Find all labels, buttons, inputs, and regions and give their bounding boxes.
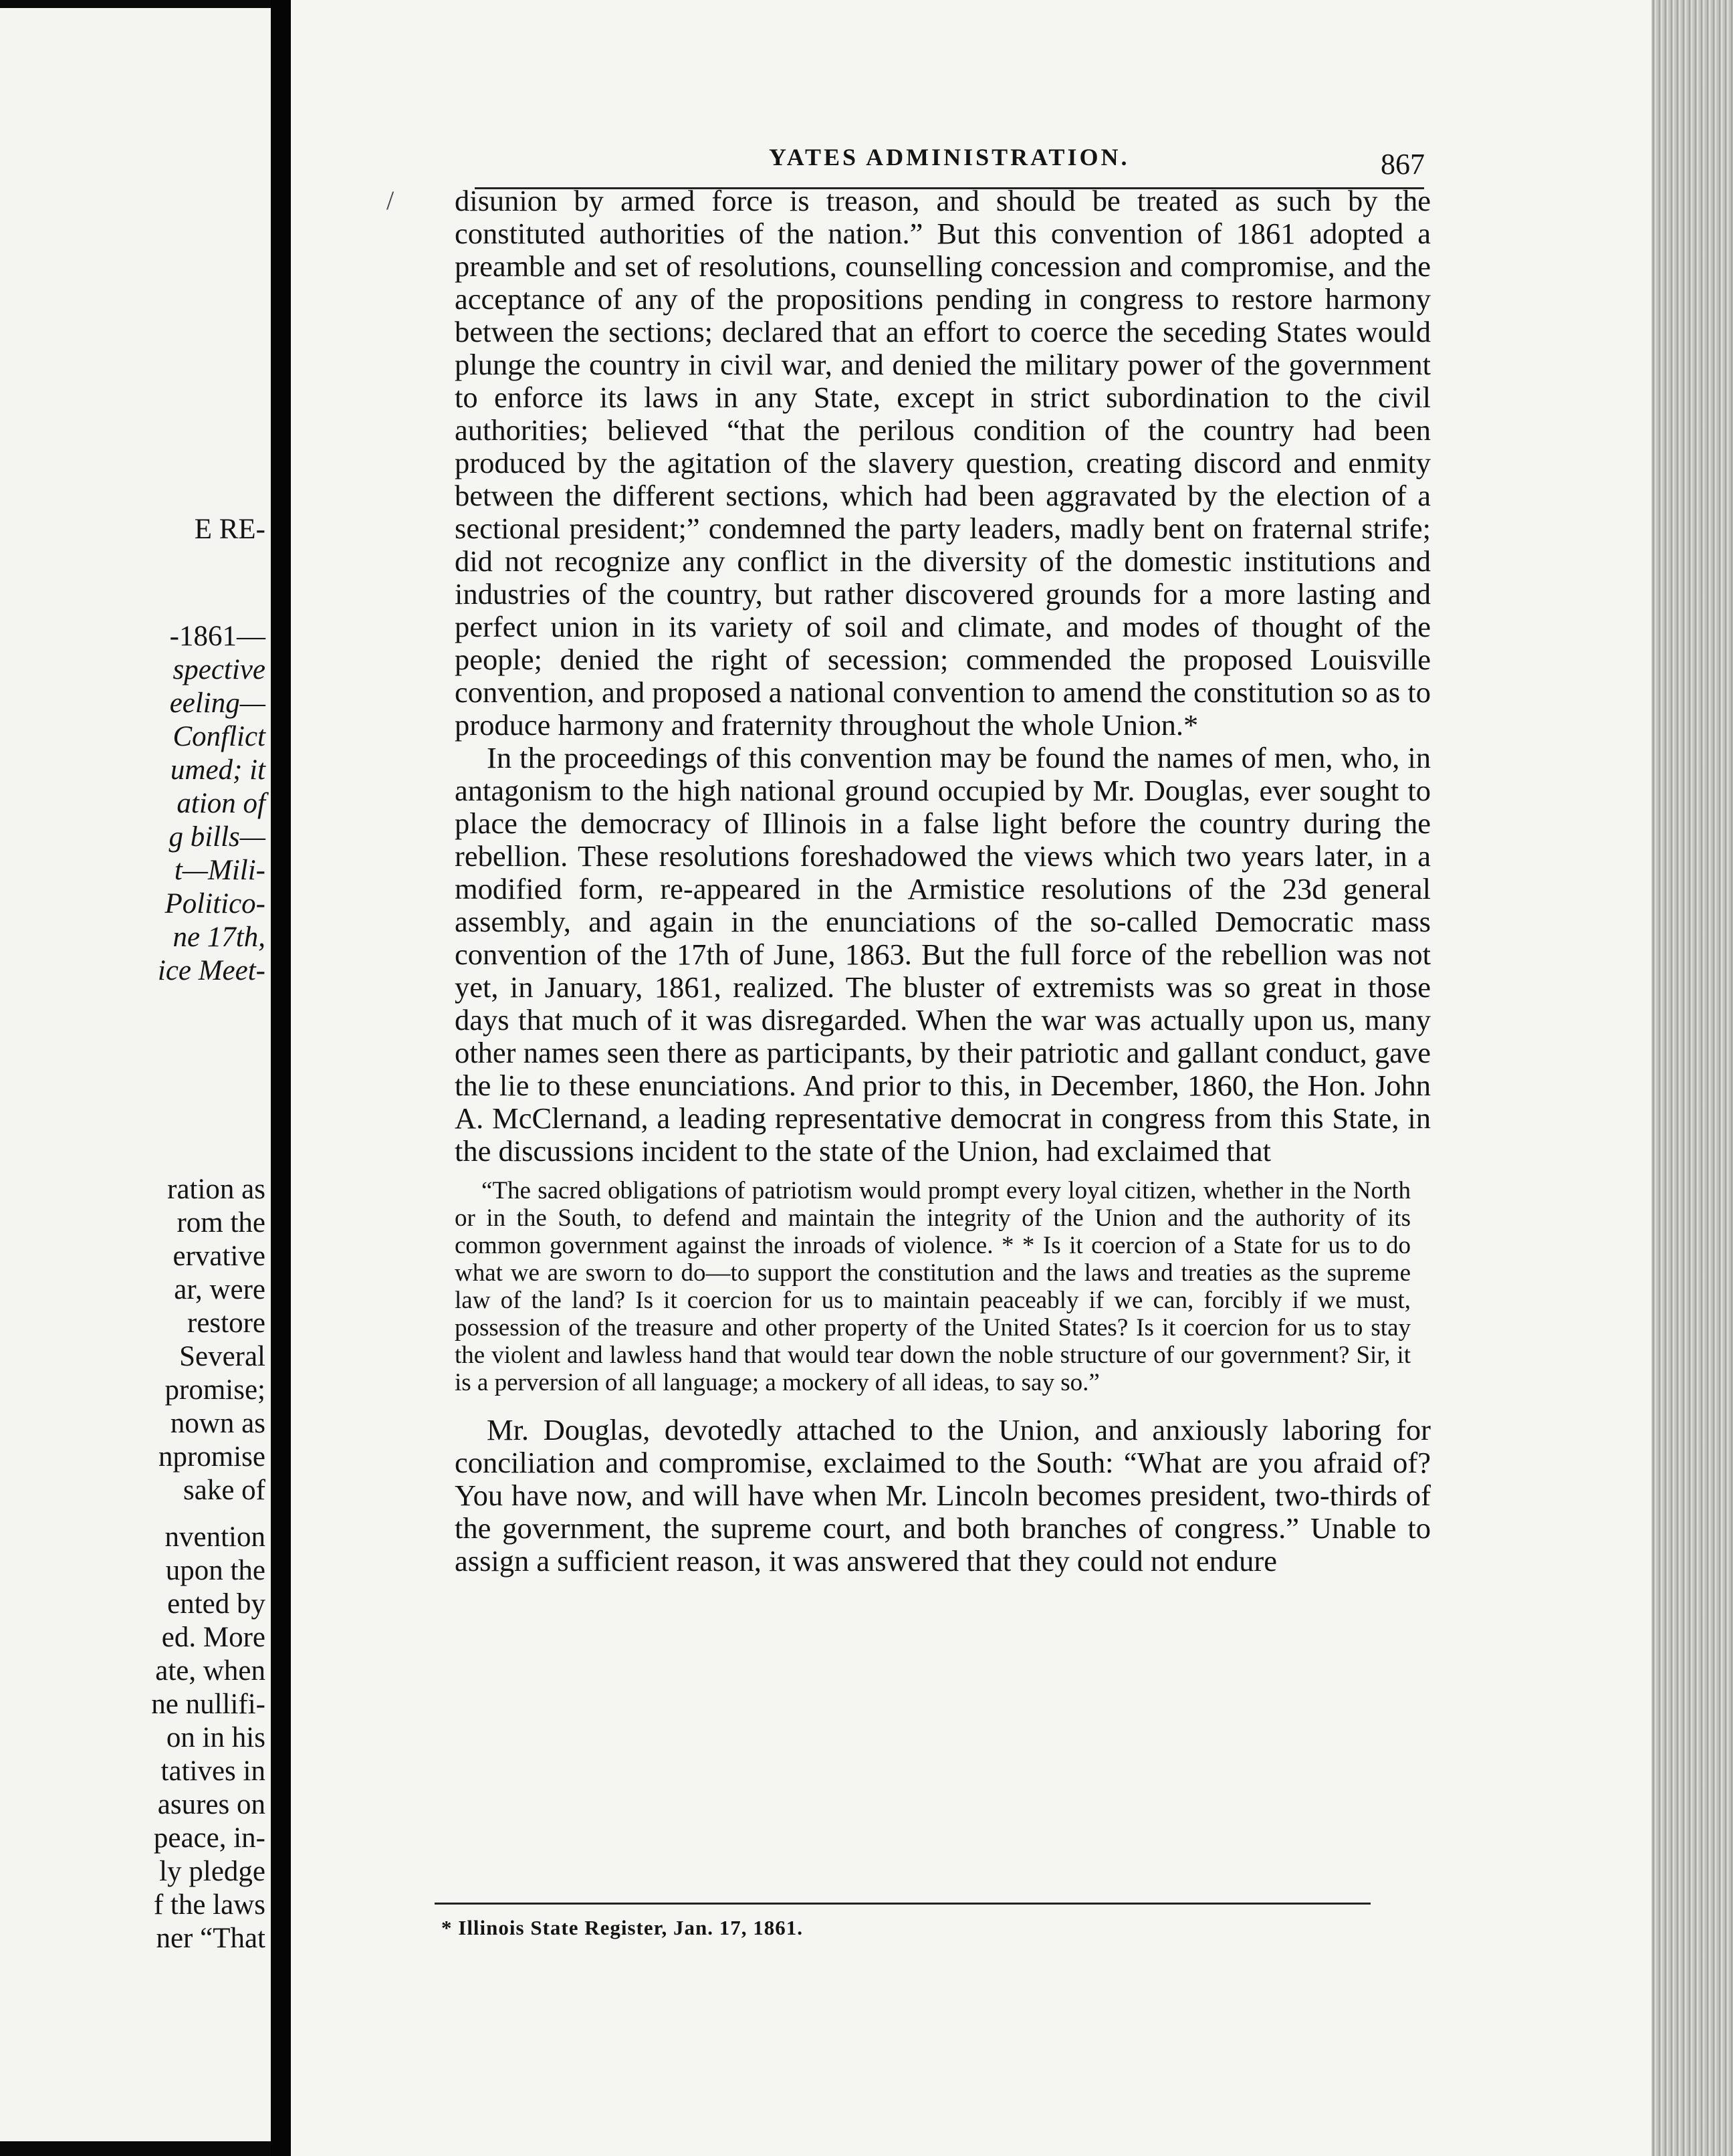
left-page-fragment: umed; it bbox=[170, 754, 265, 786]
block-quote: “The sacred obligations of patriotism would prompt every loyal citizen, whether in the North or in the South, to defend and maintain the integrity of the Union and the authority of its common government against the inroads of violence. * * Is it coercion of a State for us to do what we are sworn to do—to support the constitution and the laws and treaties as the supreme law of the land? Is it coercion for us to maintain peaceably if we can, forcibly if we must, possession of the treasure and other property of the United States? Is it coercion for us to stay the violent and lawless hand that would tear down the noble structure of our government? Sir, it is a perversion of all language; a mockery of all ideas, to say so.” bbox=[455, 1177, 1411, 1396]
footnote: * Illinois State Register, Jan. 17, 1861. bbox=[441, 1916, 804, 1939]
left-page-fragment: ented by bbox=[167, 1588, 265, 1620]
left-page bbox=[0, 8, 271, 2141]
body-paragraph: Mr. Douglas, devotedly attached to the Union, and anxiously laboring for conciliation and compromise, exclaimed to the South: “What are you afraid of? You have now, and will have when Mr. Lincoln becomes president, two-thirds of the government, the supreme court, and both branches of congress.” Unable to assign a sufficient reason, it was answered that they could not endure bbox=[455, 1413, 1431, 1578]
margin-mark: / bbox=[386, 185, 394, 215]
left-page-fragment: peace, in- bbox=[153, 1822, 265, 1854]
left-page-fragment: ne nullifi- bbox=[151, 1689, 265, 1720]
left-page-fragment: ly pledge bbox=[159, 1856, 265, 1887]
left-page-fragment: ar, were bbox=[174, 1274, 265, 1305]
body-paragraph: disunion by armed force is treason, and should be treated as such by the constituted authorities of the nation.” But this convention of 1861 adopted a preamble and set of resolutions, counselling concession and compromise, and the acceptance of any of the propositions pending in congress to restore harmony between the sections; declared that an effort to coerce the seceding States would plunge the country in civil war, and denied the military power of the government to enforce its laws in any State, except in strict subordination to the civil authorities; believed “that the perilous condition of the country had been produced by the agitation of the slavery question, creating discord and enmity between the different sections, which had been aggravated by the election of a sectional president;” condemned the party leaders, madly bent on fraternal strife; did not recognize any conflict in the diversity of the domestic institutions and industries of the country, but rather discovered grounds for a more lasting and perfect union in its variety of soil and climate, and modes of thought of the people; denied the right of secession; commended the proposed Louisville convention, and proposed a national convention to amend the constitution so as to produce harmony and fraternity throughout the whole Union.* bbox=[455, 184, 1431, 742]
left-page-fragment: tatives in bbox=[160, 1755, 265, 1787]
footnote-rule bbox=[435, 1903, 1371, 1905]
book-gutter bbox=[271, 0, 291, 2156]
left-page-fragment: on in his bbox=[166, 1722, 265, 1753]
left-page-fragment: Politico- bbox=[164, 888, 265, 920]
left-page-fragment: nown as bbox=[170, 1408, 265, 1439]
left-page-fragment: ner “That bbox=[156, 1923, 265, 1954]
left-page-fragment: g bills— bbox=[168, 821, 265, 853]
left-page-fragment: npromise bbox=[158, 1441, 265, 1473]
left-page-fragment: promise; bbox=[164, 1374, 265, 1406]
left-page-fragment: -1861— bbox=[169, 621, 265, 652]
left-page-fragment: rom the bbox=[177, 1207, 265, 1238]
left-page-fragment: ed. More bbox=[161, 1622, 265, 1653]
left-page-fragment: ation of bbox=[177, 788, 265, 819]
body-paragraph: In the proceedings of this convention may be found the names of men, who, in antagonism to the high national ground occupied by Mr. Douglas, ever sought to place the democracy of Illinois in a false light before the country during the rebellion. These resolutions foreshadowed the views which two years later, in a modified form, re-appeared in the Armistice resolutions of the 23d general assembly, and again in the enunciations of the so-called Democratic mass convention of the 17th of June, 1863. But the full force of the rebellion was not yet, in January, 1861, realized. The bluster of extremists was so great in those days that much of it was disregarded. When the war was actually upon us, many other names seen there as participants, by their patriotic and gallant conduct, gave the lie to these enunciations. And prior to this, in December, 1860, the Hon. John A. McClernand, a leading representative democrat in congress from this State, in the discussions incident to the state of the Union, had exclaimed that bbox=[455, 741, 1431, 1168]
left-page-fragment: spective bbox=[172, 654, 265, 685]
left-page-fragment: ration as bbox=[167, 1174, 265, 1205]
left-page-fragment: Several bbox=[179, 1341, 265, 1372]
page-number: 867 bbox=[1381, 148, 1425, 181]
left-page-fragment: asures on bbox=[157, 1789, 265, 1820]
left-page-fragment: sake of bbox=[183, 1475, 265, 1506]
left-page-fragment: Conflict bbox=[172, 721, 265, 752]
running-head: YATES ADMINISTRATION. bbox=[769, 144, 1130, 171]
page-edges bbox=[1651, 0, 1733, 2156]
left-page-fragment: upon the bbox=[165, 1555, 265, 1586]
left-page-fragment: nvention bbox=[164, 1521, 265, 1553]
left-page-fragment: ice Meet- bbox=[157, 955, 265, 986]
left-page-fragment: restore bbox=[187, 1307, 265, 1339]
left-page-fragment: eeling— bbox=[169, 687, 265, 719]
left-page-fragment: ervative bbox=[172, 1241, 265, 1272]
left-page-fragment: ne 17th, bbox=[172, 922, 265, 953]
left-page-fragment: ate, when bbox=[155, 1655, 265, 1687]
left-page-fragment: f the laws bbox=[153, 1889, 265, 1921]
body-text bbox=[455, 185, 1431, 1578]
left-page-fragment: t—Mili- bbox=[174, 855, 265, 886]
left-page-fragment: E RE- bbox=[194, 514, 265, 545]
